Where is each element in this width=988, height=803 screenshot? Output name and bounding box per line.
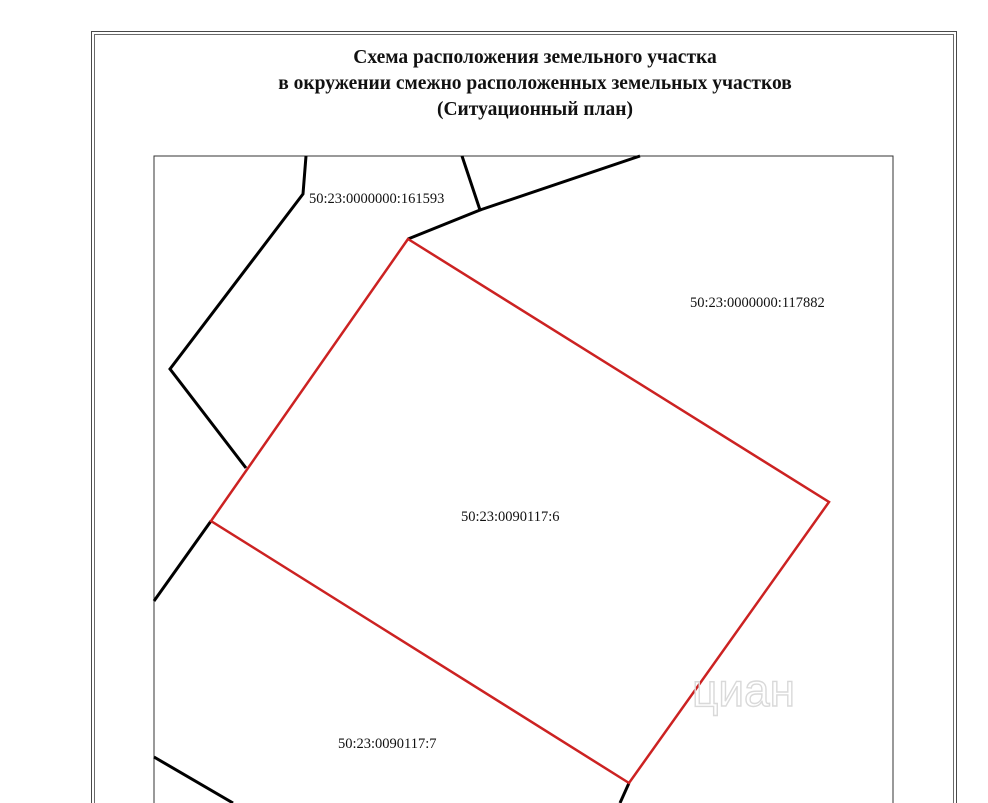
label-neighbor-north: 50:23:0000000:161593 xyxy=(309,191,445,207)
boundary-south xyxy=(620,783,629,803)
title-line-2: в окружении смежно расположенных земельных участков xyxy=(278,73,792,94)
boundary-west xyxy=(154,521,211,601)
boundary-north-west xyxy=(170,156,306,468)
boundary-north-top xyxy=(480,156,640,210)
title-line-3: (Ситуационный план) xyxy=(436,99,634,120)
label-subject-parcel: 50:23:0090117:6 xyxy=(461,509,560,525)
label-neighbor-east: 50:23:0000000:117882 xyxy=(690,295,825,311)
watermark: циан xyxy=(692,664,796,716)
boundary-south-west xyxy=(154,757,233,803)
title-line-1: Схема расположения земельного участка xyxy=(353,47,717,68)
label-neighbor-south: 50:23:0090117:7 xyxy=(338,736,437,752)
